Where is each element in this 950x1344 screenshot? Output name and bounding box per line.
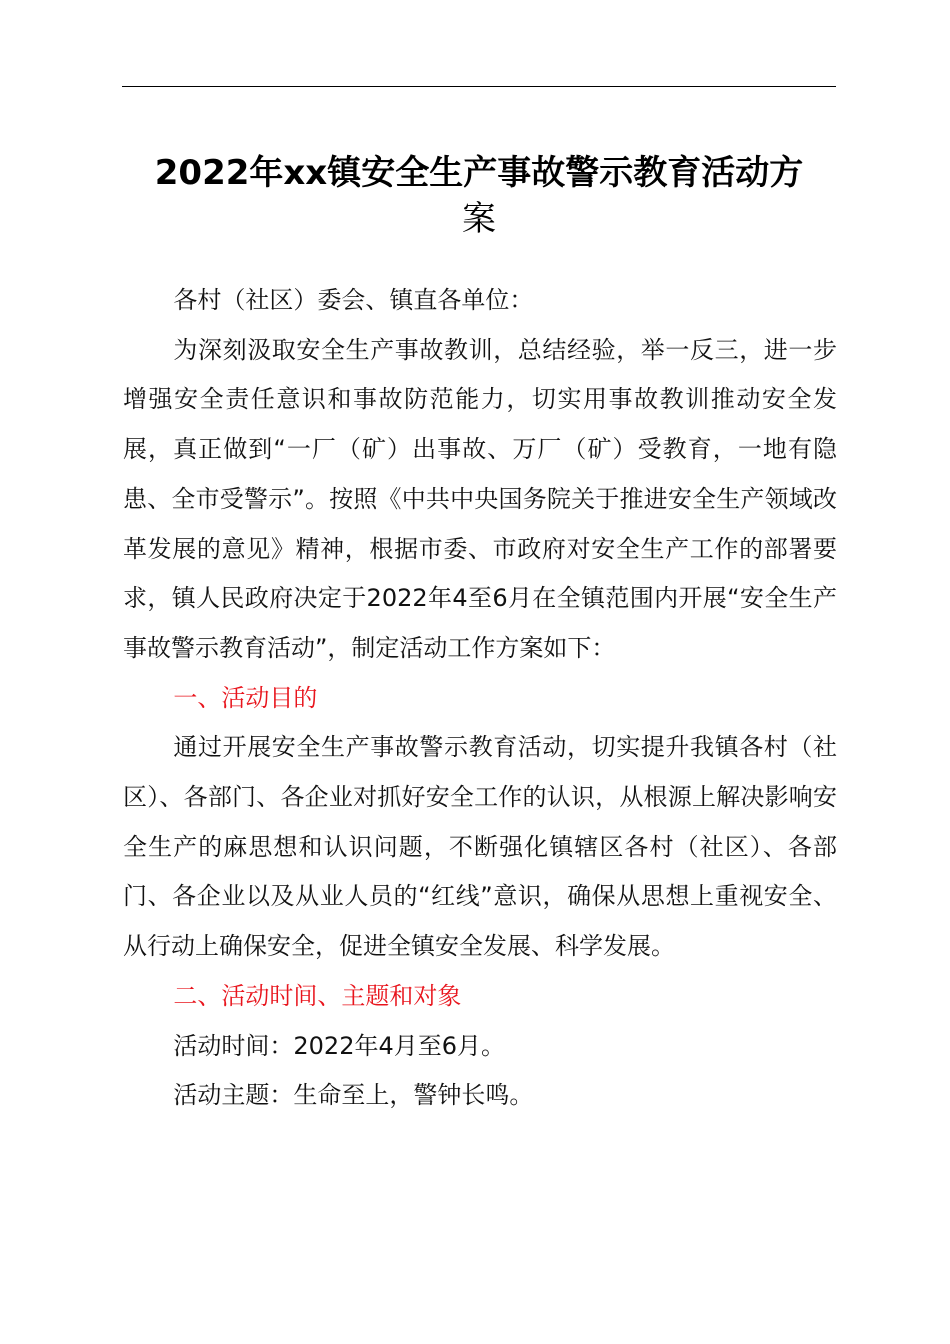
section2-heading: 二、活动时间、主题和对象 [173, 981, 462, 1010]
intro-paragraph: 为深刻汲取安全生产事故教训，总结经验，举一反三，进一步增强安全责任意识和事故防范能力，切实用事故教训推动安全发展，真正做到“一厂（矿）出事故、万厂（矿）受教育，一地有隐患、全市受警示”。按照《中共中央国务院关于推进安全生产领域改革发展的意见》精神，根据市委、市政府对安全生产工作的部署要求，镇人民政府决定于2022年4至6月在全镇范围内开展“安全生产事故警示教育活动”，制定活动工作方案如下： [123, 335, 837, 662]
header-rule [122, 86, 836, 87]
section1-paragraph: 通过开展安全生产事故警示教育活动，切实提升我镇各村（社区）、各部门、各企业对抓好安全工作的认识，从根源上解决影响安全生产的麻思想和认识问题，不断强化镇辖区各村（社区）、各部门、各企业以及从业人员的“红线”意识，确保从思想上重视安全、从行动上确保安全，促进全镇安全发展、科学发展。 [123, 733, 837, 961]
activity-theme: 活动主题：生命至上，警钟长鸣。 [173, 1081, 534, 1110]
document-title-line1: 2022年xx镇安全生产事故警示教育活动方 [154, 153, 804, 193]
section1-heading: 一、活动目的 [173, 683, 318, 712]
document-title [122, 150, 836, 242]
document-title-line2: 案 [462, 199, 496, 239]
document-body [123, 276, 837, 1121]
activity-time: 活动时间：2022年4月至6月。 [173, 1031, 506, 1060]
salutation: 各村（社区）委会、镇直各单位： [173, 286, 534, 314]
